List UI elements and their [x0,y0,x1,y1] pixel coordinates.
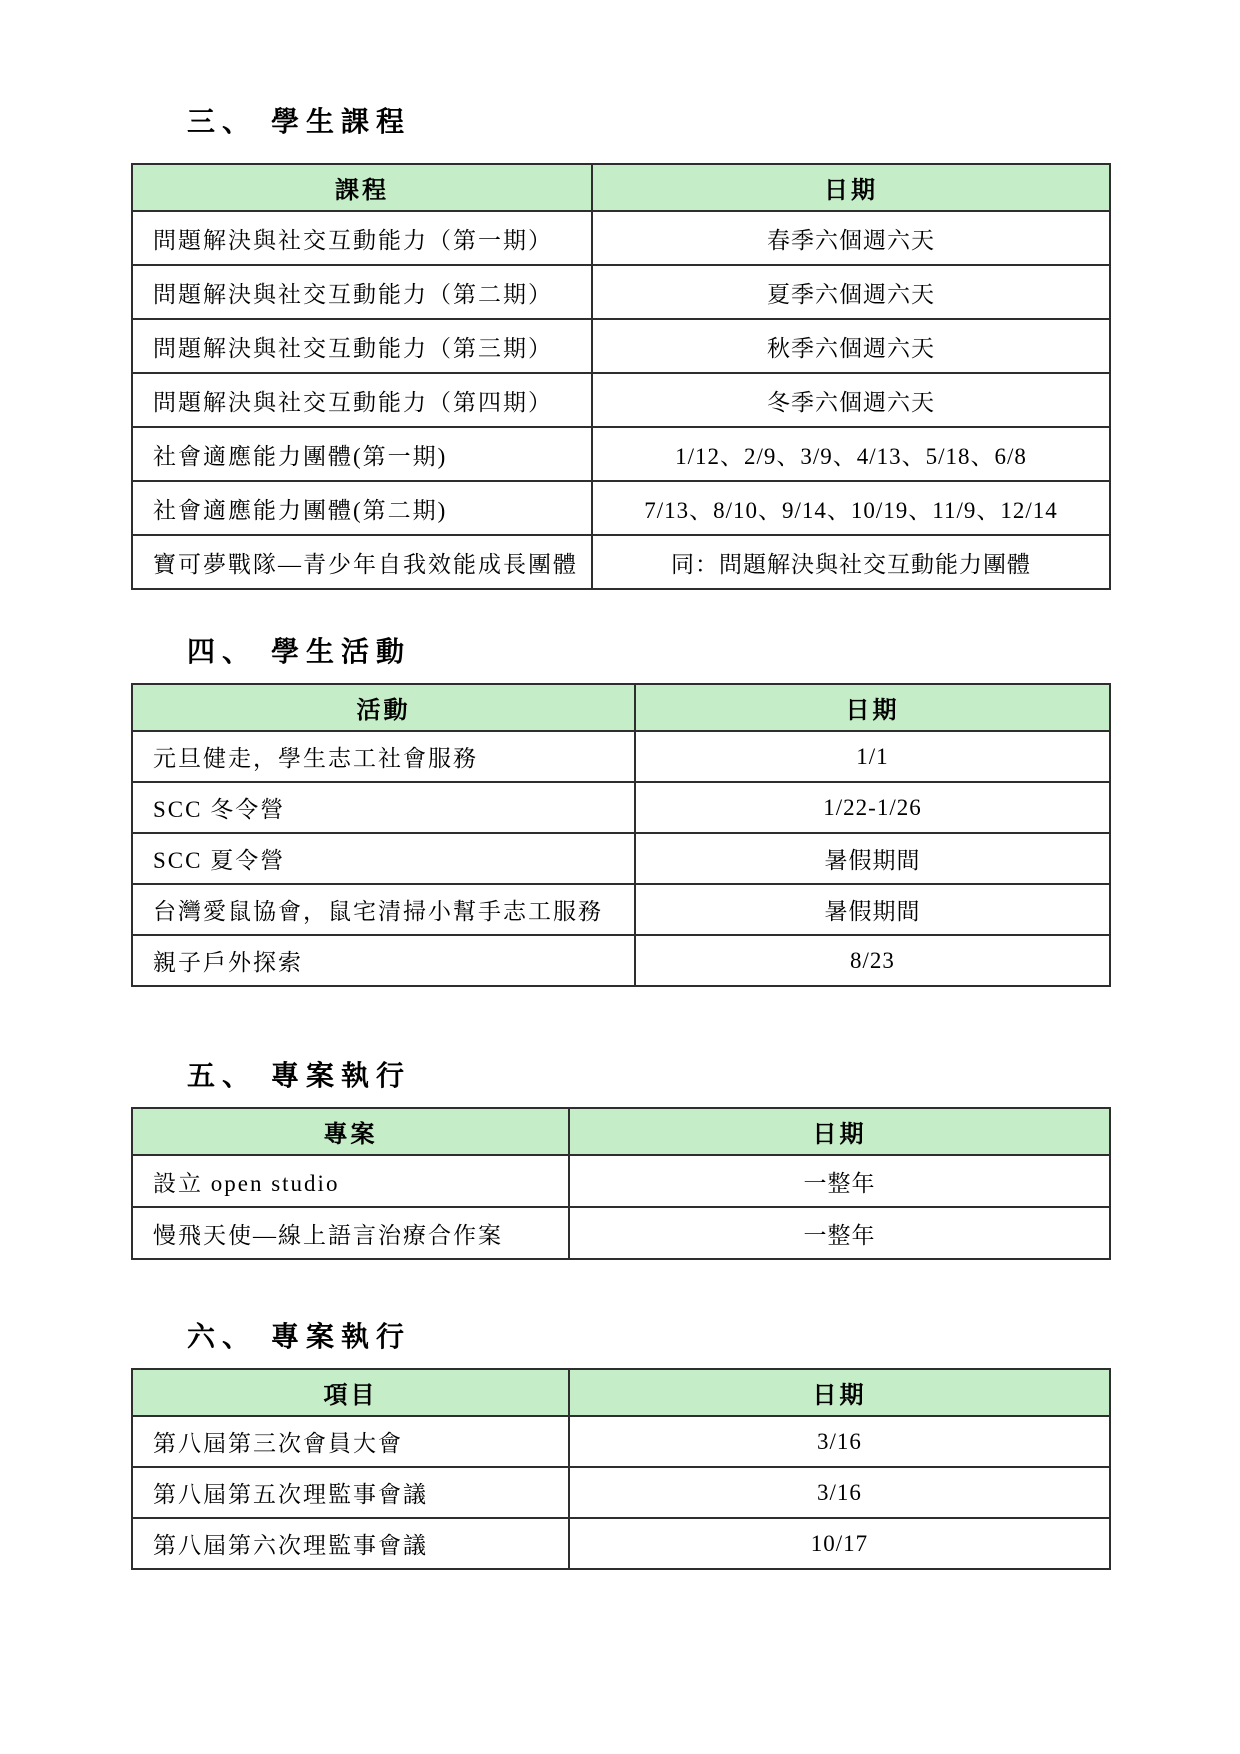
section-project-execution-5 [131,1060,1111,1260]
course-name-cell: 寶可夢戰隊—青少年自我效能成長團體 [132,535,592,589]
activity-name-cell: 親子戶外探索 [132,935,635,986]
course-name-cell: 問題解決與社交互動能力（第四期） [132,373,592,427]
course-name-cell: 問題解決與社交互動能力（第一期） [132,211,592,265]
column-header-date: 日期 [592,164,1110,211]
column-header-date: 日期 [635,684,1110,731]
project-date-cell: 一整年 [569,1207,1110,1259]
table-row [132,319,1110,373]
student-courses-table [131,163,1111,590]
table-row [132,1207,1110,1259]
course-name-cell: 問題解決與社交互動能力（第三期） [132,319,592,373]
course-date-cell: 7/13、8/10、9/14、10/19、11/9、12/14 [592,481,1110,535]
table-row [132,481,1110,535]
activity-date-cell: 1/1 [635,731,1110,782]
column-header-item: 項目 [132,1369,569,1416]
table-row [132,731,1110,782]
table-row [132,1467,1110,1518]
column-header-project: 專案 [132,1108,569,1155]
activity-name-cell: 台灣愛鼠協會，鼠宅清掃小幫手志工服務 [132,884,635,935]
meetings-table [131,1368,1111,1570]
item-name-cell: 第八屆第六次理監事會議 [132,1518,569,1569]
projects-table [131,1107,1111,1260]
activity-date-cell: 暑假期間 [635,884,1110,935]
table-row [132,884,1110,935]
course-date-cell: 夏季六個週六天 [592,265,1110,319]
section-title-student-courses: 三、 學生課程 [187,107,412,138]
activity-date-cell: 1/22-1/26 [635,782,1110,833]
table-header-row [132,1108,1110,1155]
table-header-row [132,684,1110,731]
table-row [132,265,1110,319]
section-title-project-execution-6: 六、 專案執行 [187,1322,412,1353]
table-row [132,1155,1110,1207]
project-date-cell: 一整年 [569,1155,1110,1207]
table-row [132,211,1110,265]
column-header-date: 日期 [569,1108,1110,1155]
activity-name-cell: SCC 夏令營 [132,833,635,884]
course-date-cell: 同：問題解決與社交互動能力團體 [592,535,1110,589]
project-name-cell: 慢飛天使—線上語言治療合作案 [132,1207,569,1259]
table-row [132,782,1110,833]
item-date-cell: 3/16 [569,1416,1110,1467]
course-date-cell: 秋季六個週六天 [592,319,1110,373]
section-title-project-execution-5: 五、 專案執行 [187,1061,412,1092]
table-header-row [132,1369,1110,1416]
student-activities-table [131,683,1111,987]
item-name-cell: 第八屆第三次會員大會 [132,1416,569,1467]
table-row [132,935,1110,986]
course-date-cell: 春季六個週六天 [592,211,1110,265]
activity-date-cell: 8/23 [635,935,1110,986]
table-row [132,427,1110,481]
column-header-course: 課程 [132,164,592,211]
table-row [132,373,1110,427]
course-date-cell: 冬季六個週六天 [592,373,1110,427]
table-row [132,535,1110,589]
course-name-cell: 社會適應能力團體(第一期) [132,427,592,481]
section-student-courses [131,106,1111,590]
course-date-cell: 1/12、2/9、3/9、4/13、5/18、6/8 [592,427,1110,481]
activity-name-cell: SCC 冬令營 [132,782,635,833]
table-row [132,1518,1110,1569]
course-name-cell: 問題解決與社交互動能力（第二期） [132,265,592,319]
section-student-activities [131,636,1111,987]
item-name-cell: 第八屆第五次理監事會議 [132,1467,569,1518]
table-row [132,1416,1110,1467]
item-date-cell: 3/16 [569,1467,1110,1518]
activity-date-cell: 暑假期間 [635,833,1110,884]
section-project-execution-6 [131,1321,1111,1570]
column-header-activity: 活動 [132,684,635,731]
column-header-date: 日期 [569,1369,1110,1416]
project-name-cell: 設立 open studio [132,1155,569,1207]
table-header-row [132,164,1110,211]
activity-name-cell: 元旦健走，學生志工社會服務 [132,731,635,782]
table-row [132,833,1110,884]
item-date-cell: 10/17 [569,1518,1110,1569]
course-name-cell: 社會適應能力團體(第二期) [132,481,592,535]
section-title-student-activities: 四、 學生活動 [187,637,412,668]
